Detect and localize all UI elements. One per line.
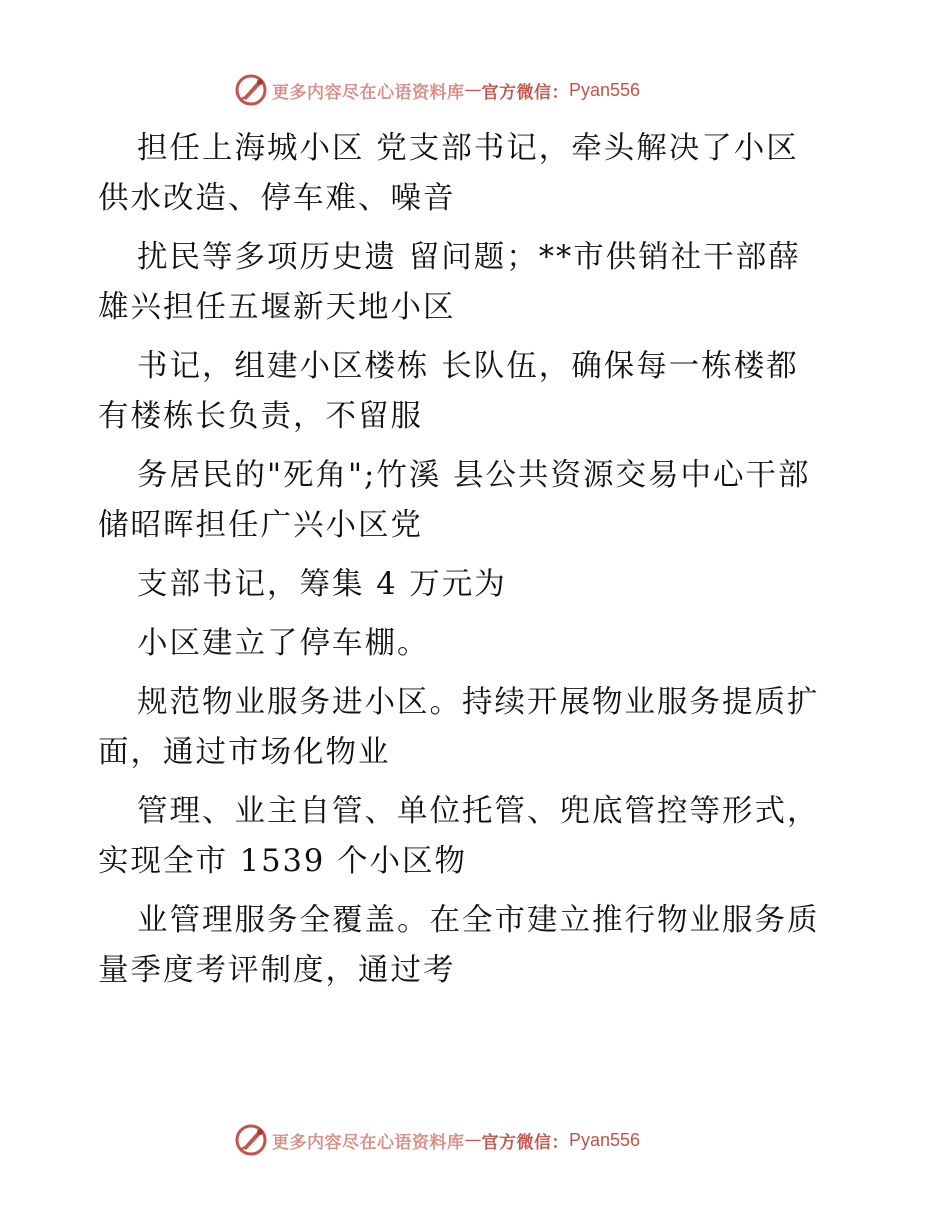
paragraph: [98, 451, 878, 551]
wechat-label: 官方微信：: [481, 1132, 569, 1153]
paragraph: [98, 233, 878, 333]
paragraph-line: 储昭晖担任广兴小区党: [98, 508, 423, 543]
banner-separator: —: [464, 80, 482, 100]
paragraph-line: 管理、业主自管、单位托管、兜底管控等形式，: [137, 794, 820, 829]
wechat-id: Pyan556: [569, 79, 641, 100]
footer-banner: [234, 1120, 640, 1160]
paragraph-line: 担任上海城小区 党支部书记，牵头解决了小区: [137, 131, 799, 166]
paragraph: [98, 124, 878, 224]
paragraph: [98, 560, 878, 610]
paragraph-line: 业管理服务全覆盖。在全市建立推行物业服务质: [137, 903, 820, 938]
paragraph-line: 扰民等多项历史遗 留问题；**市供销社干部薛: [137, 240, 801, 275]
paragraph: [98, 619, 878, 669]
paragraph-line: 有楼栋长负责，不留服: [98, 399, 423, 434]
paragraph-line: 面，通过市场化物业: [98, 735, 391, 770]
paragraph-line: 支部书记，筹集 4 万元为: [137, 567, 507, 602]
paragraph: [98, 678, 878, 778]
quill-circle-logo-icon: [234, 1123, 268, 1157]
paragraph-line: 雄兴担任五堰新天地小区: [98, 290, 456, 325]
brand-text: 更多内容尽在心语资料库: [272, 82, 465, 103]
paragraph-line: 量季度考评制度，通过考: [98, 953, 456, 988]
wechat-label: 官方微信：: [481, 82, 569, 103]
paragraph: [98, 896, 878, 996]
paragraph-line: 供水改造、停车难、噪音: [98, 181, 456, 216]
paragraph-line: 小区建立了停车棚。: [137, 626, 430, 661]
wechat-id: Pyan556: [569, 1129, 641, 1150]
paragraph: [98, 342, 878, 442]
document-body: [98, 124, 878, 1005]
brand-text: 更多内容尽在心语资料库: [272, 1132, 465, 1153]
header-banner: [234, 70, 640, 110]
quill-circle-logo-icon: [234, 73, 268, 107]
paragraph-line: 务居民的"死角";竹溪 县公共资源交易中心干部: [137, 458, 811, 493]
paragraph-line: 规范物业服务进小区。持续开展物业服务提质扩: [137, 685, 820, 720]
paragraph-line: 实现全市 1539 个小区物: [98, 844, 468, 879]
banner-separator: —: [464, 1130, 482, 1150]
paragraph-line: 书记，组建小区楼栋 长队伍，确保每一栋楼都: [137, 349, 799, 384]
paragraph: [98, 787, 878, 887]
